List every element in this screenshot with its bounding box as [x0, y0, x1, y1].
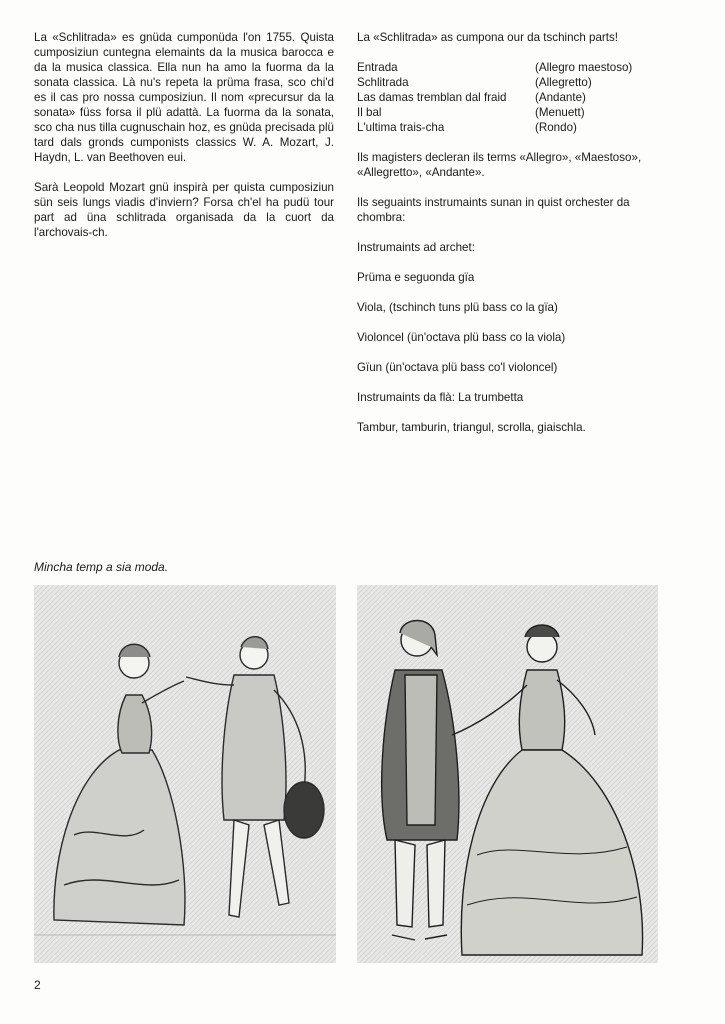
mozart-paragraph: Sarà Leopold Mozart gnü inspirà per quista cumposiziun sün seis lungs viadis d'inviern? Forsa ch'el ha pudü tour part ad üna schlitrada organisada da la cuort da l'archovais-ch.: [34, 181, 334, 239]
string-instrument: Viola, (tschinch tuns plü bass co la gïa): [357, 301, 558, 314]
strings-heading: Instrumaints ad archet:: [357, 241, 475, 254]
movement-name: Schlitrada: [357, 76, 409, 89]
movement-tempo: (Allegretto): [535, 76, 592, 89]
movement-tempo: (Allegro maestoso): [535, 61, 633, 74]
parts-intro: La «Schlitrada» as cumpona our da tschinch parts!: [357, 31, 619, 44]
string-instrument: Violoncel (ün'octava plü bass co la viola): [357, 331, 566, 344]
terms-paragraph: Ils magisters decleran ils terms «Allegro», «Maestoso», «Allegretto», «Andante».: [357, 151, 642, 179]
movement-name: L'ultima trais-cha: [357, 121, 445, 134]
movement-name: Entrada: [357, 61, 398, 74]
winds-list: [357, 390, 662, 435]
strings-list: [357, 270, 662, 375]
orchestra-paragraph: Ils seguaints instrumaints sunan in quist orchester da chombra:: [357, 196, 630, 224]
movement-tempo: (Menuett): [535, 106, 585, 119]
movement-name: Las damas tremblan dal fraid: [357, 91, 507, 104]
dancing-couple-illustration: [34, 585, 336, 963]
movements-list: [357, 60, 662, 135]
movement-tempo: (Andante): [535, 91, 586, 104]
wind-instruments: Instrumaints da flà: La trumbetta: [357, 391, 524, 404]
intro-paragraph: La «Schlitrada» es gnüda cumponüda l'on 1755. Quista cumposiziun cuntegna elemaints da la musica barocca e da la musica classica. Ella nun ha amo la fuorma da la sonata classica. Là nu's repeta la prüma frasa, sco chi'd es il cas pro nossa cumposiziun. Il nom «precursur da la sonata» füss forsa il plü adattà. La fuorma da la sonata, sco cha nus tilla cugnuschain hoz, es gnüda precisada plü tard dals gronds cumponists classics W. A. Mozart, J. Haydn, L. van Beethoven eui.: [34, 31, 334, 164]
percussion-instruments: Tambur, tamburin, triangul, scrolla, giaischla.: [357, 421, 586, 434]
string-instrument: Prüma e seguonda gïa: [357, 271, 475, 284]
illustration-caption: Mincha temp a sia moda.: [34, 560, 169, 574]
courtly-couple-illustration: [357, 585, 658, 963]
movement-tempo: (Rondo): [535, 121, 577, 134]
movement-name: Il bal: [357, 106, 382, 119]
string-instrument: Gïun (ün'octava plü bass co'l violoncel): [357, 361, 558, 374]
page-number: 2: [34, 978, 41, 992]
left-column: [34, 30, 334, 255]
right-column: [357, 30, 662, 450]
